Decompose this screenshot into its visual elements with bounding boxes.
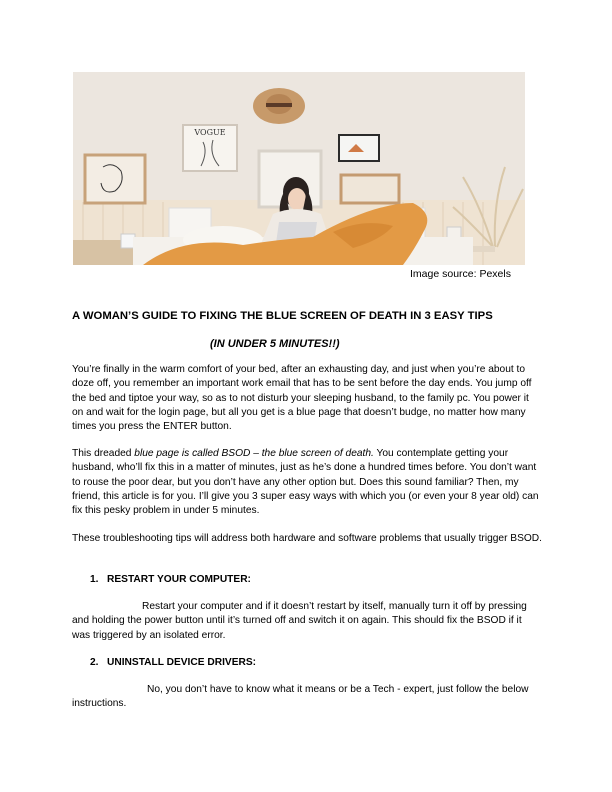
step-title: RESTART YOUR COMPUTER: (107, 574, 251, 585)
image-caption: Image source: Pexels (410, 268, 511, 280)
uninstall-paragraph: No, you don’t have to know what it means or be a Tech - expert, just follow the below instructions. (72, 684, 529, 710)
article-subtitle: (IN UNDER 5 MINUTES!!) (210, 338, 340, 350)
step-heading-uninstall (90, 656, 256, 670)
bedroom-photo-illustration (73, 72, 525, 265)
vogue-poster-text: VOGUE (194, 128, 226, 137)
header-photo (73, 72, 525, 265)
bsod-paragraph-start: This dreaded (72, 448, 135, 459)
step-title: UNINSTALL DEVICE DRIVERS: (107, 657, 257, 668)
troubleshooting-paragraph: These troubleshooting tips will address both hardware and software problems that usually trigger BSOD. (72, 533, 542, 544)
article-title: A WOMAN’S GUIDE TO FIXING THE BLUE SCREEN OF DEATH IN 3 EASY TIPS (72, 310, 493, 322)
intro-paragraph: You’re finally in the warm comfort of your bed, after an exhausting day, and just when you’re about to doze off, you remember an important work email that has to be sent before the day ends. You jump off the bed and tiptoe your way, so as to not disturb your sleeping husband, to the family pc. You power it on and wait for the login page, but all you get is a blue page that doesn’t budge, no matter how many times you press the ENTER button. (72, 364, 532, 433)
step-heading-restart (90, 573, 251, 587)
bsod-paragraph-rest: You contemplate getting your husband, who’ll fix this in a matter of minutes, just as he’s done a hundred times before. You don’t want to rouse the poor dear, but you don’t have any other option but. Does this sound familiar? Then, my friend, this article is for you. I’ll give you 3 super easy ways with which you (or even your 8 year old) can fix this pesky problem in under 5 minutes. (72, 448, 539, 517)
restart-paragraph: Restart your computer and if it doesn’t restart by itself, manually turn it off by pressing and holding the power button until it’s turned off and switch it on again. This should fix the BSOD if it was triggered by an isolated error. (72, 601, 527, 641)
bsod-paragraph-italic: blue page is called BSOD – the blue screen of death. (134, 448, 374, 459)
bsod-paragraph (72, 447, 542, 518)
step-number: 2. (90, 657, 99, 668)
step-number: 1. (90, 574, 99, 585)
